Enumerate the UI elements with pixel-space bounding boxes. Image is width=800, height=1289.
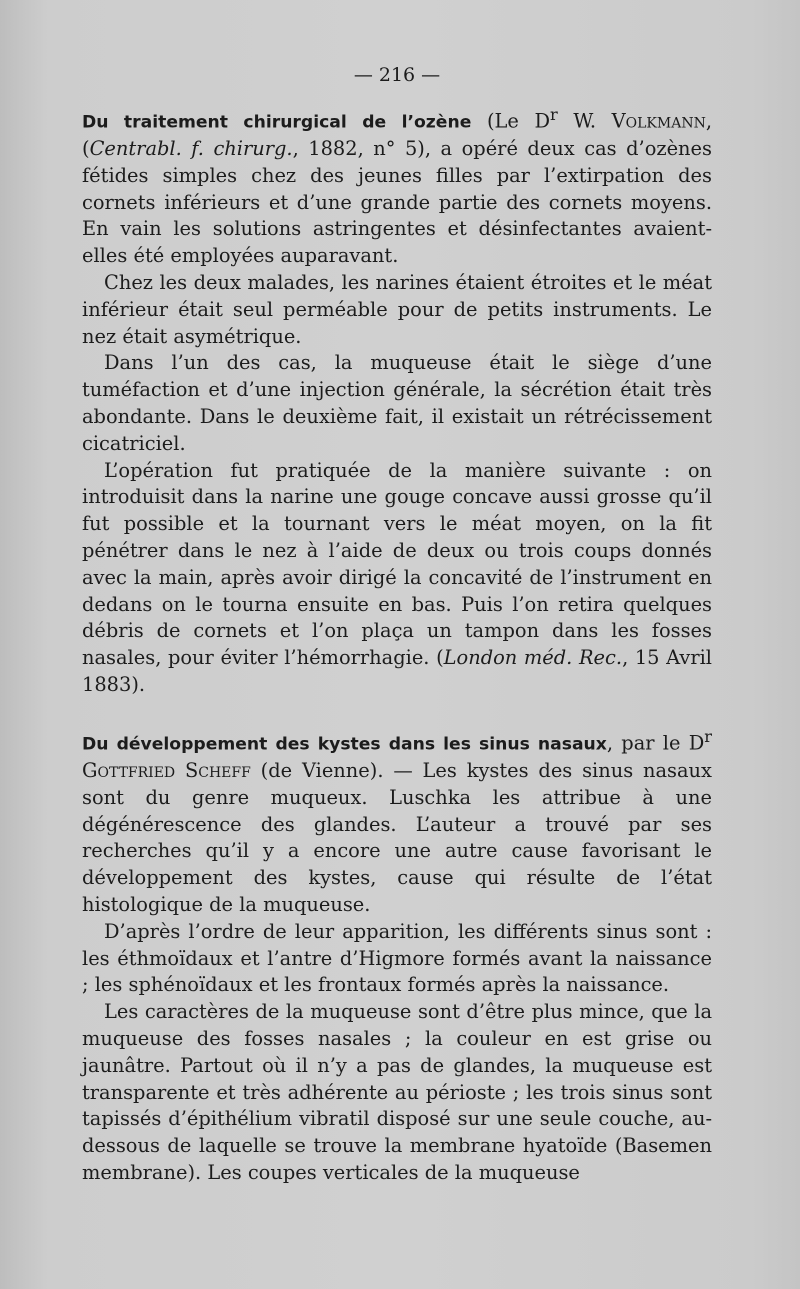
author-name: Gottfried Scheff	[82, 759, 251, 783]
section1-paragraph-1: Du traitement chirurgical de l’ozène (Le $D^r$ W. Volkmann, (Centrabl. f. chirurg., 1882, n° 5), a opéré deux cas d’ozènes fétides simples chez des jeunes filles par l’extirpation des cornets inférieurs et d’une grande partie des cornets moyens. En vain les solutions astringentes et désinfectantes avaient-elles été employées auparavant.	[82, 104, 712, 268]
section2-paragraph-2: D’après l’ordre de leur apparition, les différents sinus sont : les éthmoïdaux et l’antre d’Higmore formés avant la naissance ; les sphénoïdaux et les frontaux formés après la naissance.	[82, 919, 712, 997]
section1-heading: Du traitement chirurgical de l’ozène	[82, 112, 472, 133]
section2-heading: Du développement des kystes dans les sinus nasaux	[82, 734, 607, 755]
section1-paragraph-2: Chez les deux malades, les narines étaient étroites et le méat inférieur était seul perméable pour de petits instruments. Le nez était asymétrique.	[82, 271, 712, 348]
author-name: Volkmann	[611, 109, 706, 133]
section2-paragraph-3: Les caractères de la muqueuse sont d’être plus mince, que la muqueuse des fosses nasales ; la couleur en est grise ou jaunâtre. Partout où il n’y a pas de glandes, la muqueuse est transparente et très adhérente au périoste ; les trois sinus sont tapissés d’épithélium vibratil disposé sur une seule couche, au-dessous de laquelle se trouve la membrane hyatoïde (Basemen membrane). Les coupes verticales de la muqueuse	[82, 1000, 712, 1185]
page-number: — 216 —	[353, 64, 441, 86]
section-gap	[82, 699, 712, 724]
citation-journal: London méd. Rec.	[443, 646, 623, 670]
section1-paragraph-3: Dans l’un des cas, la muqueuse était le siège d’une tuméfaction et d’une injection générale, la sécrétion était très abondante. Dans le deuxième fait, il existait un rétrécissement cicatriciel.	[82, 351, 712, 455]
source-journal: Centrabl. f. chirurg.	[89, 137, 293, 161]
page-text	[82, 62, 712, 1187]
section2-paragraph-1: Du développement des kystes dans les sinus nasaux, par le $D^r$ Gottfried Scheff (de Vienne). — Les kystes des sinus nasaux sont du genre muqueux. Luschka les attribue à une dégénérescence des glandes. L’auteur a trouvé par ses recherches qu’il y a encore une autre cause favorisant le développement des kystes, cause qui résulte de l’état histologique de la muqueuse.	[82, 726, 712, 917]
section1-paragraph-4: L’opération fut pratiquée de la manière suivante : on introduisit dans la narine une gouge concave aussi grosse qu’il fut possible et la tournant vers le méat moyen, on la fit pénétrer dans le nez à l’aide de deux ou trois coups donnés avec la main, après avoir dirigé la concavité de l’instrument en dedans on le tourna ensuite en bas. Puis l’on retira quelques débris de cornets et l’on plaça un tampon dans les fosses nasales, pour éviter l’hémorrhagie. (London méd. Rec., 15 Avril 1883).	[82, 458, 712, 696]
